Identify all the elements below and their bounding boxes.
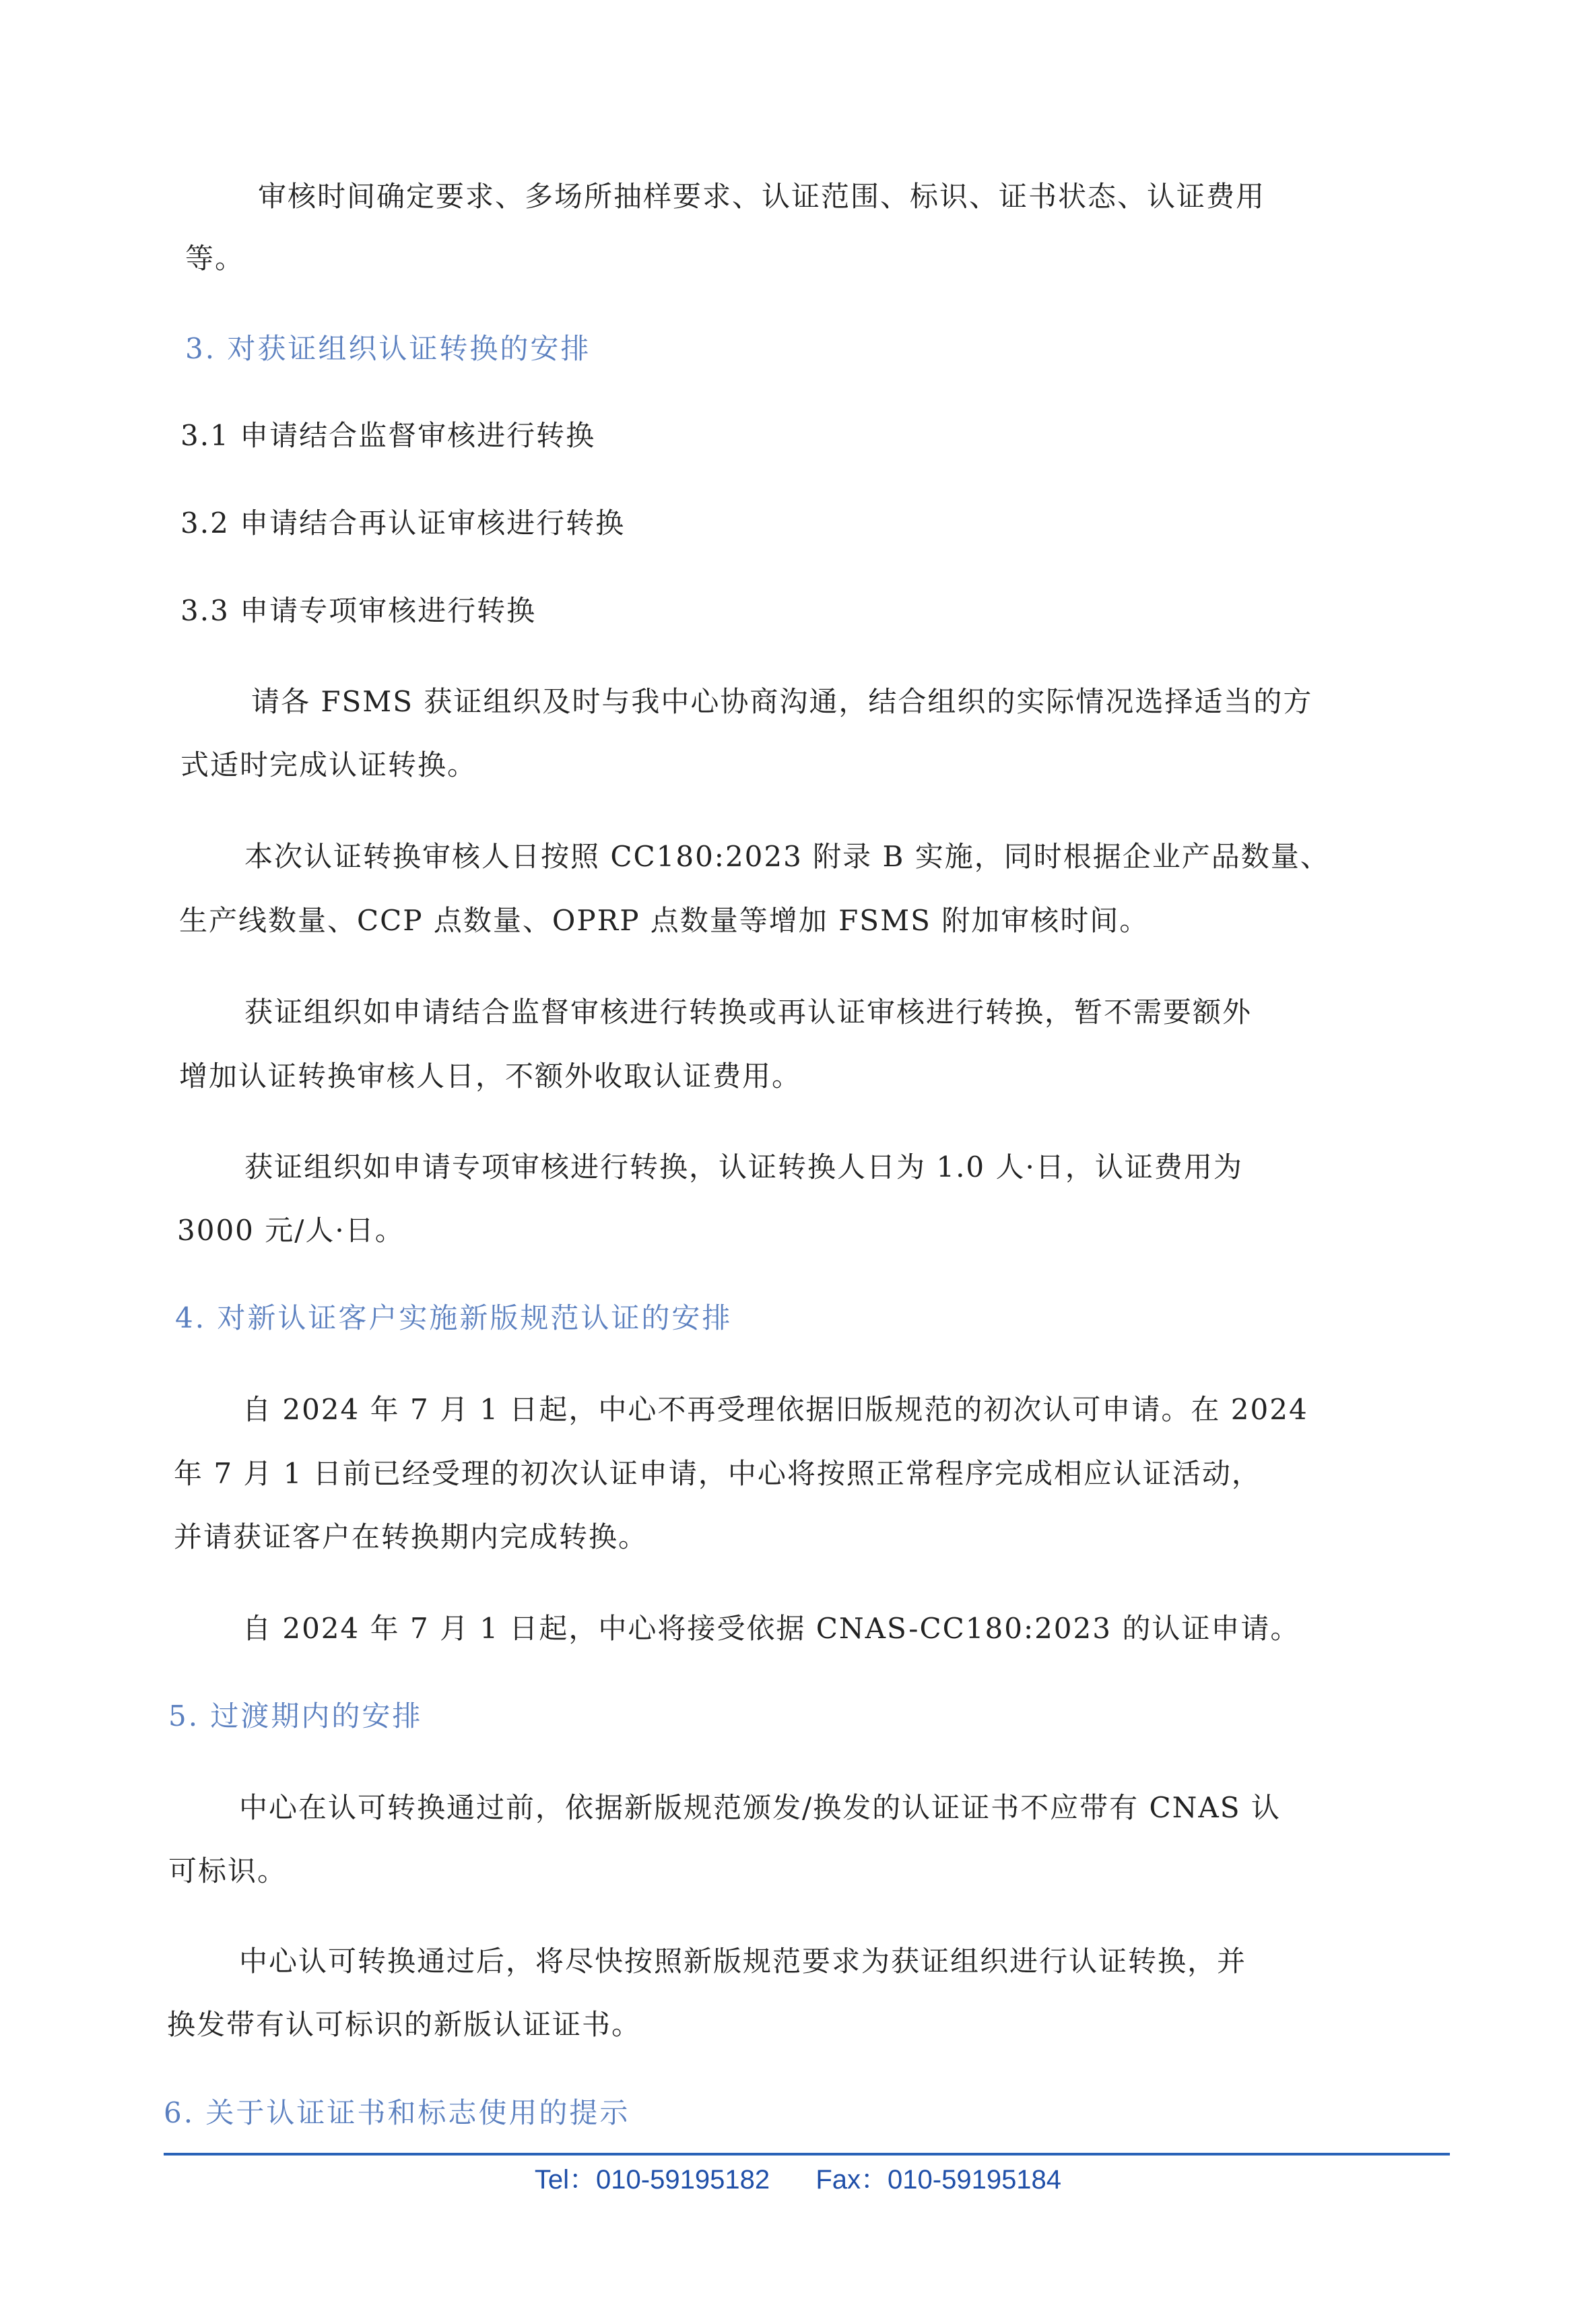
subsection-3-3: 3.3 申请专项审核进行转换 bbox=[180, 594, 537, 627]
footer-divider bbox=[164, 2153, 1450, 2156]
footer-tel: Tel：010-59195182 bbox=[534, 2165, 770, 2195]
section-heading-4: 4. 对新认证客户实施新版规范认证的安排 bbox=[175, 1301, 733, 1334]
subsection-3-1: 3.1 申请结合监督审核进行转换 bbox=[180, 419, 596, 452]
paragraph-line: 自 2024 年 7 月 1 日起，中心将接受依据 CNAS-CC180:2023 的认证申请。 bbox=[242, 1612, 1300, 1645]
paragraph-line: 自 2024 年 7 月 1 日起，中心不再受理依据旧版规范的初次认可申请。在 2024 bbox=[242, 1393, 1308, 1426]
paragraph-line: 获证组织如申请结合监督审核进行转换或再认证审核进行转换，暂不需要额外 bbox=[244, 996, 1253, 1029]
paragraph-line: 增加认证转换审核人日，不额外收取认证费用。 bbox=[179, 1060, 802, 1093]
paragraph-line: 获证组织如申请专项审核进行转换，认证转换人日为 1.0 人·日，认证费用为 bbox=[244, 1150, 1243, 1184]
paragraph-line: 并请获证客户在转换期内完成转换。 bbox=[174, 1520, 649, 1553]
paragraph-line: 中心在认可转换通过前，依据新版规范颁发/换发的认证证书不应带有 CNAS 认 bbox=[239, 1791, 1281, 1824]
footer-contact bbox=[0, 2161, 1596, 2199]
paragraph-line: 年 7 月 1 日前已经受理的初次认证申请，中心将按照正常程序完成相应认证活动， bbox=[174, 1457, 1261, 1490]
section-heading-6: 6. 关于认证证书和标志使用的提示 bbox=[164, 2096, 630, 2129]
paragraph-line: 换发带有认可标识的新版认证证书。 bbox=[167, 2008, 642, 2041]
section-heading-3: 3. 对获证组织认证转换的安排 bbox=[185, 332, 591, 365]
footer-fax: Fax：010-59195184 bbox=[816, 2165, 1062, 2195]
paragraph-line: 本次认证转换审核人日按照 CC180:2023 附录 B 实施，同时根据企业产品数量、 bbox=[244, 840, 1330, 873]
paragraph-line: 请各 FSMS 获证组织及时与我中心协商沟通，结合组织的实际情况选择适当的方 bbox=[251, 685, 1313, 718]
section-heading-5: 5. 过渡期内的安排 bbox=[168, 1699, 423, 1732]
paragraph-line: 3000 元/人·日。 bbox=[177, 1214, 405, 1247]
paragraph-line: 可标识。 bbox=[168, 1854, 288, 1887]
paragraph-line: 生产线数量、CCP 点数量、OPRP 点数量等增加 FSMS 附加审核时间。 bbox=[179, 904, 1150, 937]
paragraph-line: 中心认可转换通过后，将尽快按照新版规范要求为获证组织进行认证转换，并 bbox=[239, 1945, 1247, 1978]
paragraph-line: 式适时完成认证转换。 bbox=[180, 748, 477, 781]
paragraph-line: 审核时间确定要求、多场所抽样要求、认证范围、标识、证书状态、认证费用 bbox=[258, 180, 1266, 213]
subsection-3-2: 3.2 申请结合再认证审核进行转换 bbox=[180, 507, 626, 540]
paragraph-line: 等。 bbox=[185, 242, 245, 275]
